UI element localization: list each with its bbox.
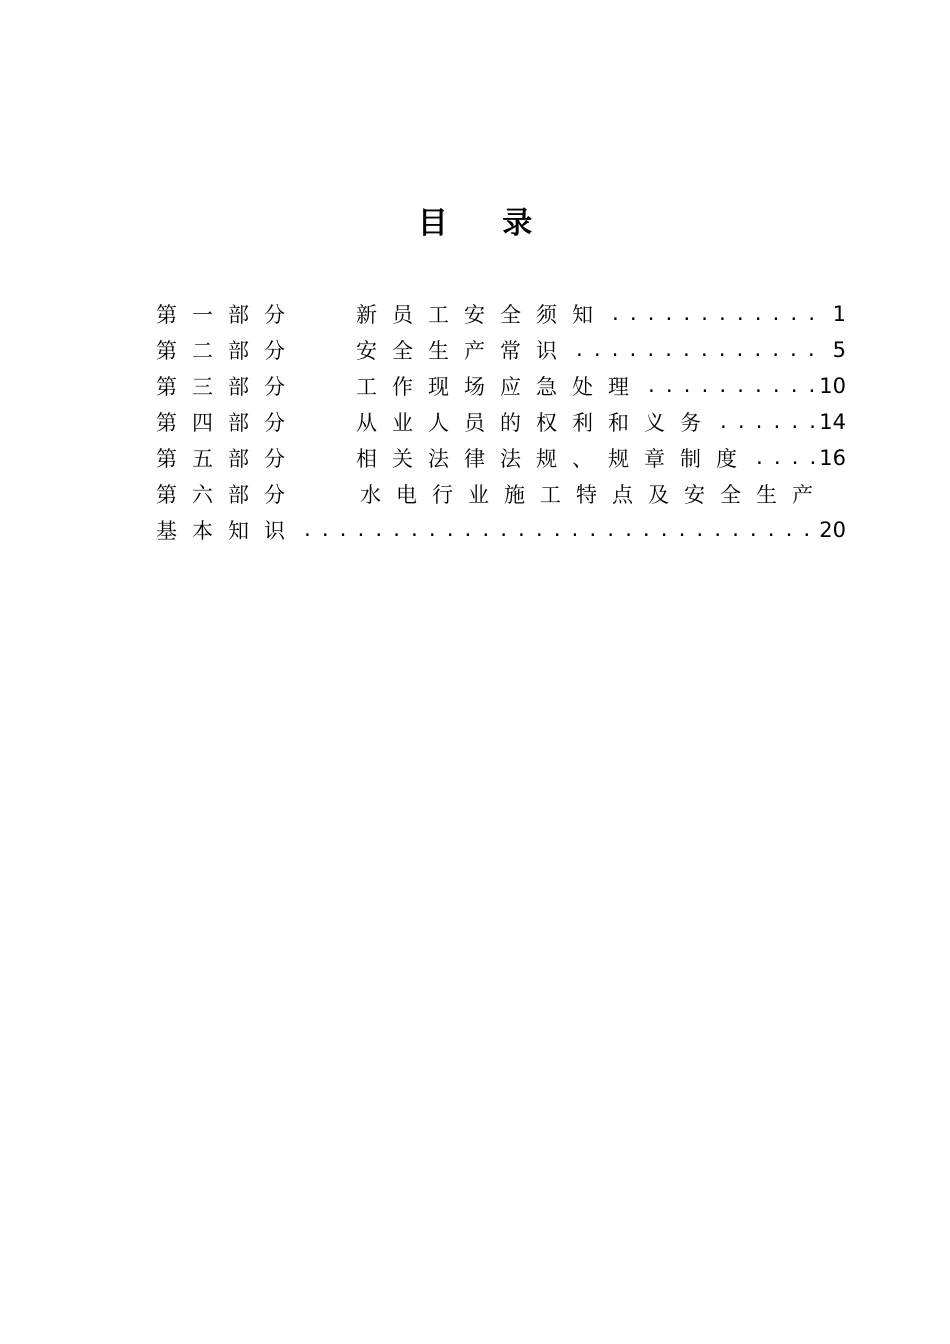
toc-part-label: 第三部分 bbox=[156, 375, 300, 399]
toc-part-label: 第五部分 bbox=[156, 447, 300, 471]
toc-entry-title: 从业人员的权利和义务 bbox=[356, 411, 716, 435]
toc-entry-title: 相关法律法规、规章制度 bbox=[356, 447, 752, 471]
toc-entry-title-continuation: 基本知识 bbox=[156, 519, 300, 543]
toc-page-number: 1 bbox=[832, 302, 846, 326]
toc-page-number: 16 bbox=[819, 446, 846, 470]
toc-entry-wrapped-line1[interactable] bbox=[156, 476, 846, 512]
toc-page-number: 5 bbox=[832, 338, 846, 362]
toc-leader-dots bbox=[300, 520, 819, 541]
toc-entry[interactable] bbox=[156, 296, 846, 332]
toc-entry[interactable] bbox=[156, 404, 846, 440]
toc-part-label: 第一部分 bbox=[156, 303, 300, 327]
toc-part-label: 第二部分 bbox=[156, 339, 300, 363]
toc-page-number: 14 bbox=[819, 410, 846, 434]
toc-entry-title: 安全生产常识 bbox=[356, 339, 572, 363]
toc-part-label: 第四部分 bbox=[156, 411, 300, 435]
toc-part-label: 第六部分 bbox=[156, 483, 300, 507]
toc-page-number: 10 bbox=[819, 374, 846, 398]
toc-leader-dots bbox=[572, 340, 820, 361]
toc-entry-wrapped-line2[interactable] bbox=[156, 512, 846, 548]
toc-leader-dots bbox=[608, 304, 820, 325]
toc-leader-dots bbox=[752, 448, 819, 469]
toc-leader-dots bbox=[716, 412, 819, 433]
toc-entry[interactable] bbox=[156, 368, 846, 404]
toc-entry[interactable] bbox=[156, 332, 846, 368]
table-of-contents bbox=[156, 296, 846, 548]
toc-heading: 目 录 bbox=[417, 206, 555, 241]
toc-entry-title: 水电行业施工特点及安全生产 bbox=[360, 483, 828, 507]
toc-leader-dots bbox=[644, 376, 819, 397]
toc-entry[interactable] bbox=[156, 440, 846, 476]
toc-entry-title: 工作现场应急处理 bbox=[356, 375, 644, 399]
toc-entry-title: 新员工安全须知 bbox=[356, 303, 608, 327]
toc-page-number: 20 bbox=[819, 518, 846, 542]
